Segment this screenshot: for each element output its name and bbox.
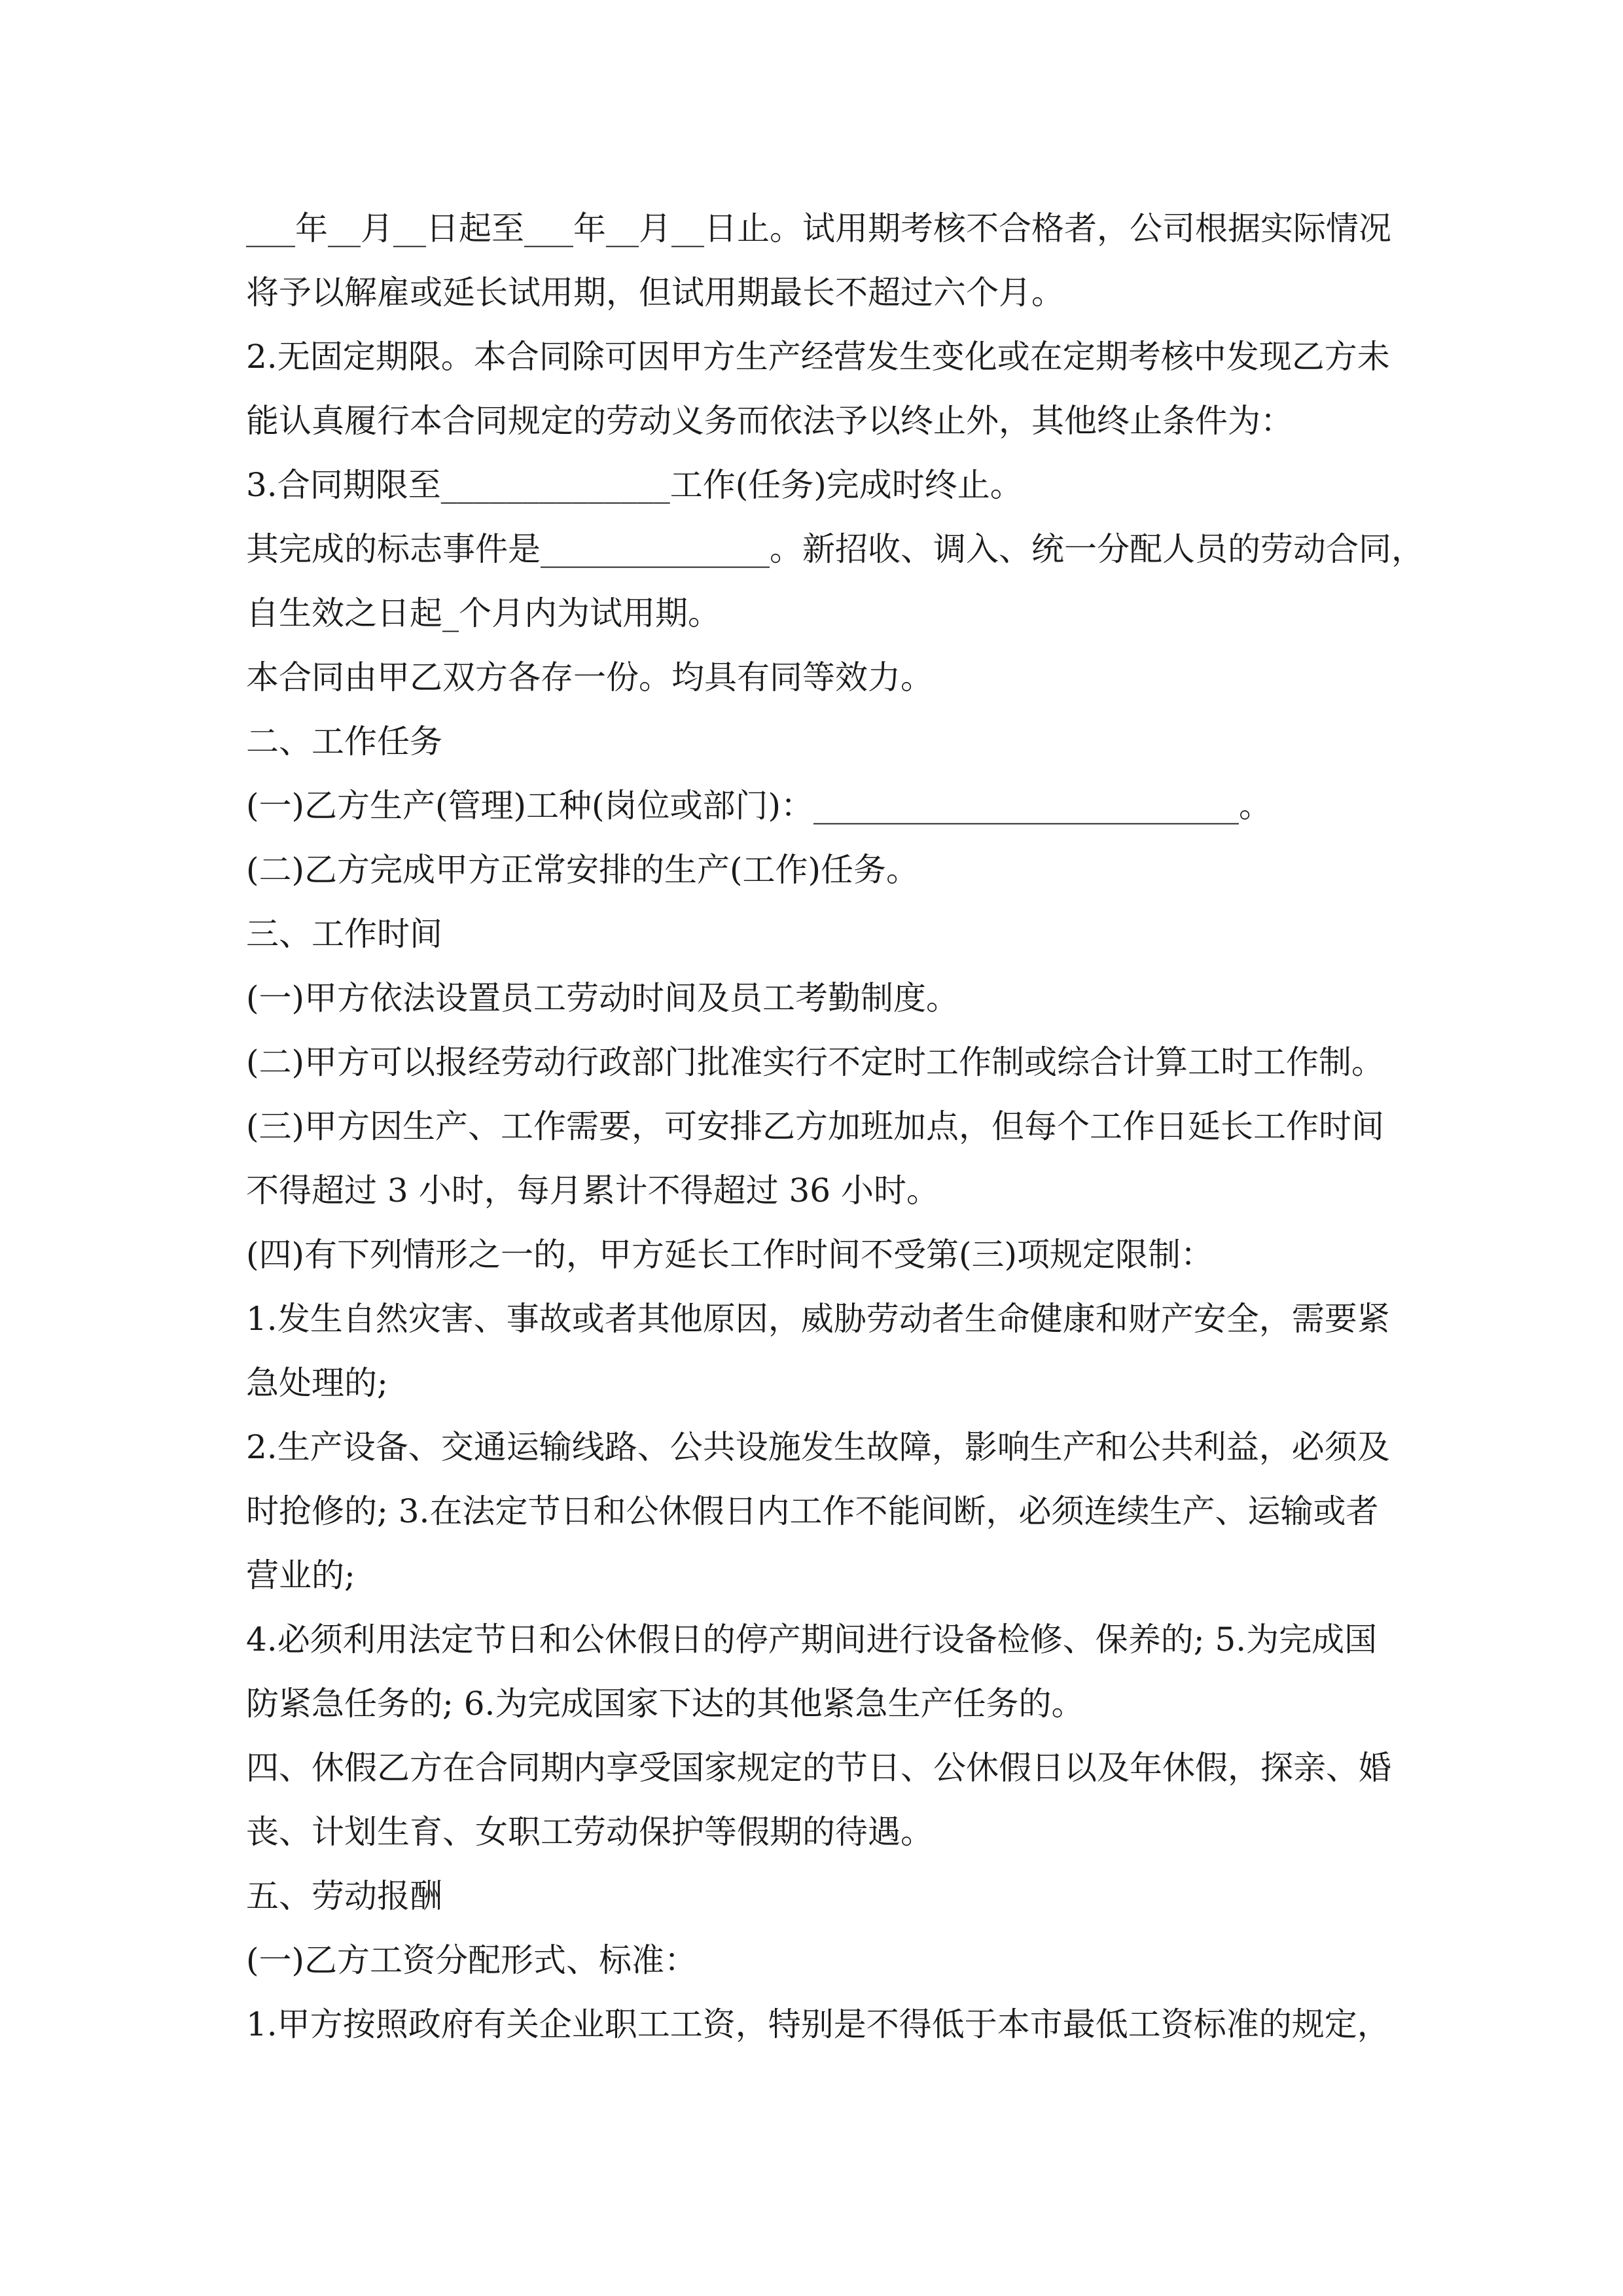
text-line: (一)甲方依法设置员工劳动时间及员工考勤制度。 (246, 979, 959, 1017)
text-line: 将予以解雇或延长试用期，但试用期最长不超过六个月。 (246, 274, 1064, 312)
text-line: (三)甲方因生产、工作需要，可安排乙方加班加点，但每个工作日延长工作时间 (246, 1107, 1385, 1145)
text-line: ___年__月__日起至___年__月__日止。试用期考核不合格者，公司根据实际情况 (246, 209, 1391, 247)
text-line: 防紧急任务的; 6.为完成国家下达的其他紧急生产任务的。 (246, 1685, 1084, 1723)
text-line: (二)乙方完成甲方正常安排的生产(工作)任务。 (246, 851, 919, 889)
text-line: 自生效之日起_个月内为试用期。 (246, 594, 721, 632)
section-heading: 四、休假乙方在合同期内享受国家规定的节日、公休假日以及年休假，探亲、婚 (246, 1749, 1391, 1787)
text-line: 丧、计划生育、女职工劳动保护等假期的待遇。 (246, 1813, 933, 1851)
text-line: 1.甲方按照政府有关企业职工工资，特别是不得低于本市最低工资标准的规定， (246, 2005, 1390, 2043)
text-line: 时抢修的; 3.在法定节日和公休假日内工作不能间断，必须连续生产、运输或者 (246, 1492, 1379, 1530)
text-line: (一)乙方生产(管理)工种(岗位或部门)：__________________________。 (246, 787, 1272, 825)
text-line: (一)乙方工资分配形式、标准： (246, 1941, 698, 1979)
text-line: 能认真履行本合同规定的劳动义务而依法予以终止外，其他终止条件为： (246, 402, 1293, 440)
text-line: 1.发生自然灾害、事故或者其他原因，威胁劳动者生命健康和财产安全，需要紧 (246, 1300, 1390, 1338)
section-heading: 二、工作任务 (246, 723, 442, 761)
section-heading: 五、劳动报酬 (246, 1877, 442, 1915)
section-heading: 三、工作时间 (246, 915, 442, 953)
text-line: 不得超过 3 小时，每月累计不得超过 36 小时。 (246, 1172, 940, 1210)
text-line: 2.无固定期限。本合同除可因甲方生产经营发生变化或在定期考核中发现乙方未 (246, 338, 1390, 376)
text-line: 营业的; (246, 1556, 355, 1594)
text-line: (二)甲方可以报经劳动行政部门批准实行不定时工作制或综合计算工时工作制。 (246, 1043, 1385, 1081)
text-line: 急处理的; (246, 1364, 388, 1402)
text-line: 3.合同期限至______________工作(任务)完成时终止。 (246, 466, 1023, 504)
text-line: 4.必须利用法定节日和公休假日的停产期间进行设备检修、保养的; 5.为完成国 (246, 1621, 1378, 1659)
text-line: 2.生产设备、交通运输线路、公共设施发生故障，影响生产和公共利益，必须及 (246, 1428, 1390, 1466)
text-line: (四)有下列情形之一的，甲方延长工作时间不受第(三)项规定限制： (246, 1236, 1214, 1274)
text-line: 其完成的标志事件是______________。新招收、调入、统一分配人员的劳动合同， (246, 530, 1424, 568)
document-body (246, 196, 1424, 2056)
text-line: 本合同由甲乙双方各存一份。均具有同等效力。 (246, 658, 933, 696)
